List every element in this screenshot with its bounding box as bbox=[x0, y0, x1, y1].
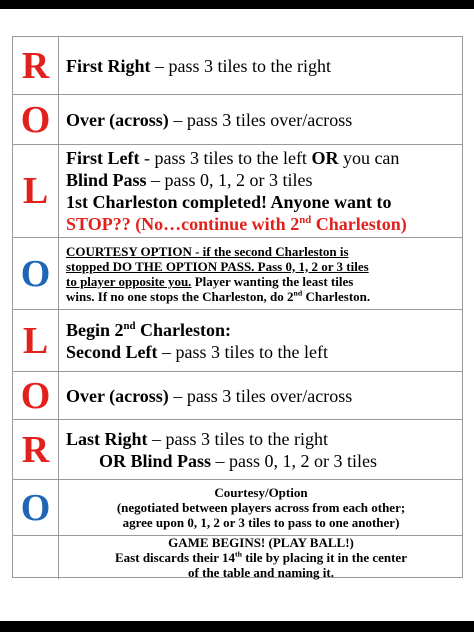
row-line-stop: STOP?? (No…continue with 2nd Charleston) bbox=[66, 214, 407, 234]
row-over-across-2 bbox=[13, 371, 462, 419]
row-line: 1st Charleston completed! Anyone want to bbox=[66, 192, 392, 212]
row-line: Blind Pass – pass 0, 1, 2 or 3 tiles bbox=[66, 170, 313, 190]
row-line: East discards their 14th tile by placing it in the center bbox=[115, 549, 407, 565]
row-letter: O bbox=[13, 238, 59, 309]
row-line: Second Left – pass 3 tiles to the left bbox=[66, 341, 328, 362]
row-line: OR Blind Pass – pass 0, 1, 2 or 3 tiles bbox=[99, 450, 378, 471]
row-line: GAME BEGINS! (PLAY BALL!) bbox=[168, 535, 354, 550]
row-courtesy-option bbox=[13, 237, 462, 309]
row-line: stopped DO THE OPTION PASS. Pass 0, 1, 2 or 3 tiles bbox=[66, 258, 369, 274]
row-line: First Left - pass 3 tiles to the left OR you can bbox=[66, 148, 400, 168]
row-line: First Right – pass 3 tiles to the right bbox=[66, 55, 331, 76]
row-letter: L bbox=[13, 145, 59, 237]
row-game-begins bbox=[13, 535, 462, 579]
row-line: to player opposite you. Player wanting the least tiles bbox=[66, 273, 354, 289]
bottom-black-bar bbox=[0, 621, 474, 632]
row-last-right bbox=[13, 419, 462, 479]
row-line: agree upon 0, 1, 2 or 3 tiles to pass to one another) bbox=[122, 515, 400, 530]
row-over-across bbox=[13, 94, 462, 144]
row-letter: O bbox=[13, 95, 59, 144]
row-letter: R bbox=[13, 37, 59, 94]
row-first-right bbox=[13, 37, 462, 94]
row-line: COURTESY OPTION - if the second Charleston is bbox=[66, 243, 349, 259]
charleston-chart bbox=[12, 36, 463, 578]
row-letter: R bbox=[13, 420, 59, 479]
row-letter: O bbox=[13, 372, 59, 419]
row-line: Last Right – pass 3 tiles to the right bbox=[66, 428, 328, 449]
row-second-left bbox=[13, 309, 462, 371]
row-line: (negotiated between players across from each other; bbox=[116, 500, 406, 515]
row-letter: L bbox=[13, 310, 59, 371]
row-first-left bbox=[13, 144, 462, 237]
row-line: Begin 2nd Charleston: bbox=[66, 319, 232, 340]
row-line: Over (across) – pass 3 tiles over/across bbox=[66, 109, 353, 130]
row-letter: O bbox=[13, 480, 59, 535]
top-black-bar bbox=[0, 0, 474, 9]
row-letter-empty bbox=[13, 536, 59, 579]
row-line: of the table and naming it. bbox=[188, 565, 334, 580]
row-line: Over (across) – pass 3 tiles over/across bbox=[66, 385, 353, 406]
row-line: Courtesy/Option bbox=[214, 485, 308, 500]
row-courtesy-negotiated bbox=[13, 479, 462, 535]
row-line: wins. If no one stops the Charleston, do 2nd Charleston. bbox=[66, 288, 371, 304]
